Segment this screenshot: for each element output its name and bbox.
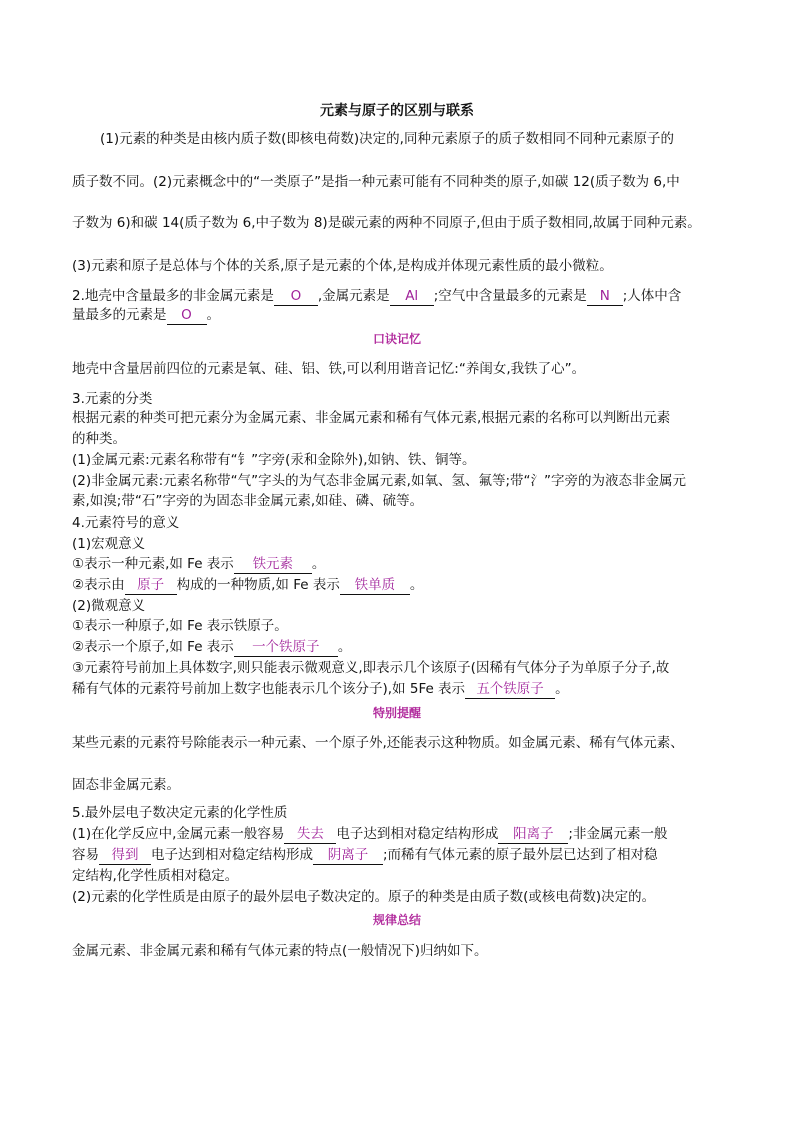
s4-text: 。 (409, 577, 424, 593)
paragraph-line: 根据元素的种类可把元素分为金属元素、非金属元素和稀有气体元素,根据元素的名称可以判断出元素 (72, 410, 671, 426)
q2-text: ;人体中含 (622, 288, 682, 304)
answer-blank (125, 576, 177, 595)
s4-text: 稀有气体的元素符号前加上数字也能表示几个该分子),如 5Fe 表示 (72, 681, 466, 697)
answer-text: N (599, 288, 610, 304)
paragraph-line: (2)非金属元素:元素名称带“气”字头的为气态非金属元素,如氧、氢、氟等;带“氵”字旁的为液态非金属元 (72, 473, 686, 489)
answer-text: O (290, 288, 302, 304)
answer-text: 阳离子 (513, 826, 554, 842)
answer-text: 一个铁原子 (252, 639, 320, 655)
paragraph-line: 质子数不同。(2)元素概念中的“一类原子”是指一种元素可能有不同种类的原子,如碳 12(质子数为 6,中 (72, 174, 680, 190)
s5-text: (1)在化学反应中,金属元素一般容易 (72, 826, 285, 842)
answer-text: O (181, 307, 192, 323)
s4-text: 。 (311, 556, 326, 572)
q2-text: ;空气中含量最多的元素是 (433, 288, 587, 304)
paragraph-line: (2)微观意义 (72, 598, 146, 614)
answer-blank (587, 287, 623, 306)
paragraph-line: 某些元素的元素符号除能表示一种元素、一个原子外,还能表示这种物质。如金属元素、稀有气体元素、 (72, 735, 684, 751)
s4-text: 。 (337, 639, 352, 655)
answer-text: 失去 (296, 826, 324, 842)
answer-blank (390, 287, 434, 306)
paragraph-line (72, 846, 722, 865)
question-2-line1 (72, 287, 722, 306)
mnemonic-text: 地壳中含量居前四位的元素是氧、硅、铝、铁,可以利用谐音记忆:“养闺女,我铁了心”。 (72, 361, 586, 377)
paragraph-line: (1)宏观意义 (72, 536, 146, 552)
answer-blank (234, 555, 312, 574)
s5-text: 电子达到相对稳定结构形成 (336, 826, 499, 842)
section-4-heading: 4.元素符号的意义 (72, 515, 180, 531)
s5-text: 电子达到相对稳定结构形成 (151, 847, 313, 863)
answer-blank (284, 825, 336, 844)
q2-text: 。 (206, 307, 220, 323)
answer-text: 铁单质 (354, 577, 396, 593)
paragraph-line: (1)金属元素:元素名称带有“钅”字旁(汞和金除外),如钠、铁、铜等。 (72, 452, 476, 468)
paragraph-line: 子数为 6)和碳 14(质子数为 6,中子数为 8)是碳元素的两种不同原子,但由于质子数相同,故属于同种元素。 (72, 215, 701, 231)
paragraph-line: 的种类。 (72, 431, 126, 447)
paragraph-line (72, 825, 722, 844)
paragraph-line: (2)元素的化学性质是由原子的最外层电子数决定的。原子的种类是由质子数(或核电荷数)决定的。 (72, 889, 656, 905)
section-label-mnemonic: 口诀记忆 (372, 332, 421, 346)
summary-text: 金属元素、非金属元素和稀有气体元素的特点(一般情况下)归纳如下。 (72, 943, 488, 959)
q2-text: 2.地壳中含量最多的非金属元素是 (72, 288, 274, 304)
answer-blank (167, 306, 207, 325)
s4-text: ①表示一种元素,如 Fe 表示 (72, 556, 234, 572)
s5-text: 容易 (72, 847, 99, 863)
answer-text: 原子 (137, 577, 165, 593)
section-label-summary: 规律总结 (372, 913, 421, 927)
s4-text: ②表示由 (72, 577, 125, 593)
s4-text: 。 (555, 681, 569, 697)
paragraph-line: 固态非金属元素。 (72, 777, 180, 793)
paragraph-line: ①表示一种原子,如 Fe 表示铁原子。 (72, 618, 288, 634)
s4-text: 构成的一种物质,如 Fe 表示 (176, 577, 340, 593)
q2-text: 量最多的元素是 (72, 307, 167, 323)
answer-blank (99, 846, 151, 865)
page-title: 元素与原子的区别与联系 (320, 103, 474, 119)
answer-blank (498, 825, 568, 844)
answer-blank (465, 680, 555, 699)
answer-text: 铁元素 (252, 556, 294, 572)
s5-text: ;非金属元素一般 (568, 826, 668, 842)
paragraph-line: ③元素符号前加上具体数字,则只能表示微观意义,即表示几个该原子(因稀有气体分子为单原子分子,故 (72, 660, 670, 676)
paragraph-line: 定结构,化学性质相对稳定。 (72, 868, 239, 884)
section-label-reminder: 特别提醒 (372, 706, 421, 720)
s5-text: ;而稀有气体元素的原子最外层已达到了相对稳 (383, 847, 658, 863)
section-3-heading: 3.元素的分类 (72, 391, 153, 407)
s4-text: ②表示一个原子,如 Fe 表示 (72, 639, 234, 655)
answer-text: Al (405, 288, 419, 304)
paragraph-line: (1)元素的种类是由核内质子数(即核电荷数)决定的,同种元素原子的质子数相同不同种元素原子的 (100, 131, 674, 147)
answer-blank (274, 287, 318, 306)
paragraph-line (72, 638, 722, 657)
paragraph-line (72, 680, 722, 699)
paragraph-line (72, 576, 722, 595)
answer-text: 得到 (111, 847, 139, 863)
paragraph-line: 素,如溴;带“石”字旁的为固态非金属元素,如硅、磷、硫等。 (72, 493, 424, 509)
answer-text: 阴离子 (327, 847, 369, 863)
q2-text: ,金属元素是 (317, 288, 390, 304)
answer-text: 五个铁原子 (476, 681, 544, 697)
answer-blank (234, 638, 338, 657)
question-2-line2 (72, 306, 722, 325)
section-5-heading: 5.最外层电子数决定元素的化学性质 (72, 805, 288, 821)
answer-blank (340, 576, 410, 595)
paragraph-line: (3)元素和原子是总体与个体的关系,原子是元素的个体,是构成并体现元素性质的最小微粒。 (72, 258, 613, 274)
paragraph-line (72, 555, 722, 574)
answer-blank (313, 846, 383, 865)
